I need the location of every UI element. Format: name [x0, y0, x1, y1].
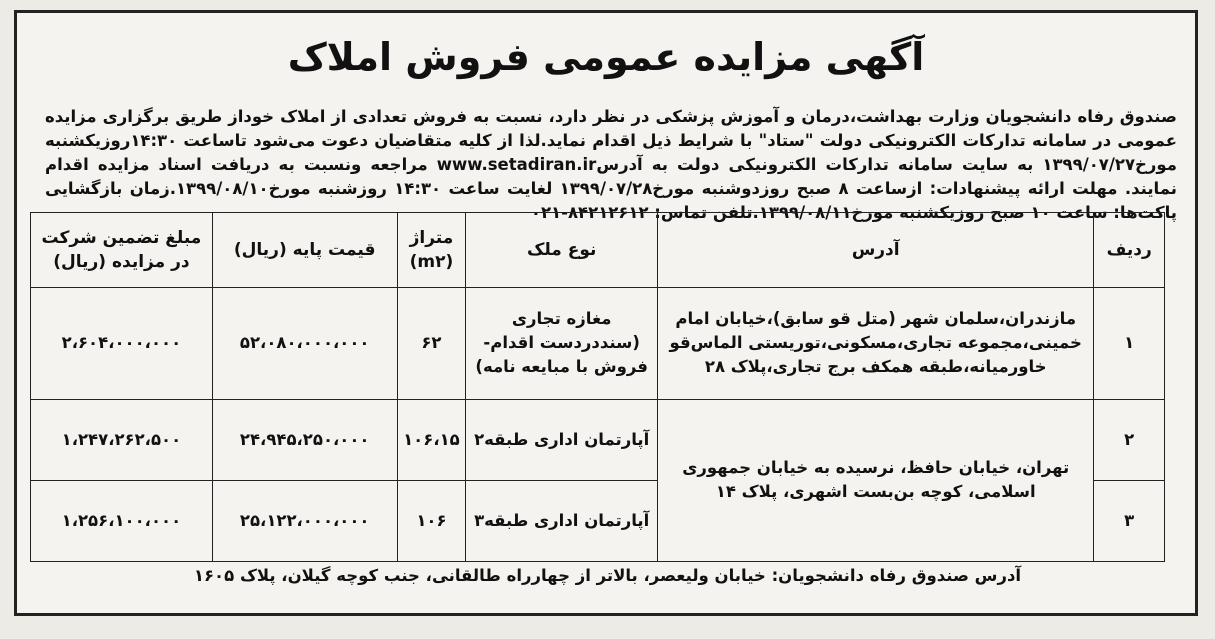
cell-type: آپارتمان اداری طبقه۲ [466, 399, 658, 480]
table-header-row [31, 213, 1165, 288]
table-row [31, 288, 1165, 400]
cell-radif: ۲ [1094, 399, 1165, 480]
header-type: نوع ملک [466, 213, 658, 288]
properties-table [30, 212, 1165, 562]
page-title: آگهی مزایده عمومی فروش املاک [287, 35, 925, 79]
table-row [31, 399, 1165, 480]
cell-radif: ۱ [1094, 288, 1165, 400]
cell-deposit: ۲،۶۰۴،۰۰۰،۰۰۰ [31, 288, 213, 400]
cell-base-price: ۵۲،۰۸۰،۰۰۰،۰۰۰ [212, 288, 397, 400]
header-radif: ردیف [1094, 213, 1165, 288]
header-base-price: قیمت پایه (ریال) [212, 213, 397, 288]
cell-area: ۶۲ [397, 288, 466, 400]
header-deposit: مبلغ تضمین شرکت در مزایده (ریال) [31, 213, 213, 288]
intro-paragraph [45, 105, 1177, 225]
cell-radif: ۳ [1094, 480, 1165, 561]
header-area: متراژ (m۲) [397, 213, 466, 288]
footer-address: آدرس صندوق رفاه دانشجویان: خیابان ولیعصر، بالاتر از چهارراه طالقانی، جنب کوچه گیلان، پلاک ۱۶۰۵ [193, 566, 1022, 585]
cell-type: مغازه تجاری (سنددردست اقدام- فروش با مبایعه نامه) [466, 288, 658, 400]
cell-area: ۱۰۶،۱۵ [397, 399, 466, 480]
cell-address: مازندران،سلمان شهر (متل قو سابق)،خیابان امام خمینی،مجموعه تجاری،مسکونی،توریستی الماس‌قو خاورمیانه،طبقه همکف برج تجاری،پلاک ۲۸ [658, 288, 1094, 400]
cell-type: آپارتمان اداری طبقه۳ [466, 480, 658, 561]
cell-base-price: ۲۴،۹۴۵،۲۵۰،۰۰۰ [212, 399, 397, 480]
cell-address: تهران، خیابان حافظ، نرسیده به خیابان جمهوری اسلامی، کوچه بن‌بست اشهری، پلاک ۱۴ [658, 399, 1094, 561]
cell-base-price: ۲۵،۱۲۲،۰۰۰،۰۰۰ [212, 480, 397, 561]
cell-area: ۱۰۶ [397, 480, 466, 561]
cell-deposit: ۱،۲۵۶،۱۰۰،۰۰۰ [31, 480, 213, 561]
header-address: آدرس [658, 213, 1094, 288]
intro-text: صندوق رفاه دانشجویان وزارت بهداشت،درمان و آموزش پزشکی در نظر دارد، نسبت به فروش تعدادی از املاک خوداز طریق برگزاری مزایده عمومی در سامانه تدارکات الکترونیکی دولت "ستاد" با شرایط ذیل اقدام نماید.لذا از کلیه متقاضیان دعوت می‌شود تاساعت ۱۴:۳۰روزیکشنبه مورخ۱۳۹۹/۰۷/۲۷ به سایت سامانه تدارکات الکترونیکی دولت به آدرسwww.setadiran.ir مراجعه ونسبت به دریافت اسناد مزایده اقدام نمایند. مهلت ارائه پیشنهادات: ازساعت ۸ صبح روزدوشنبه مورخ۱۳۹۹/۰۷/۲۸ لغایت ساعت ۱۴:۳۰ روزشنبه مورخ۱۳۹۹/۰۸/۱۰.زمان بازگشایی پاکت‌ها: ساعت ۱۰ صبح روزیکشنبه مورخ۱۳۹۹/۰۸/۱۱.تلفن تماس: ۸۴۲۱۲۶۱۲-۰۲۱ [45, 107, 1177, 222]
cell-deposit: ۱،۲۴۷،۲۶۲،۵۰۰ [31, 399, 213, 480]
